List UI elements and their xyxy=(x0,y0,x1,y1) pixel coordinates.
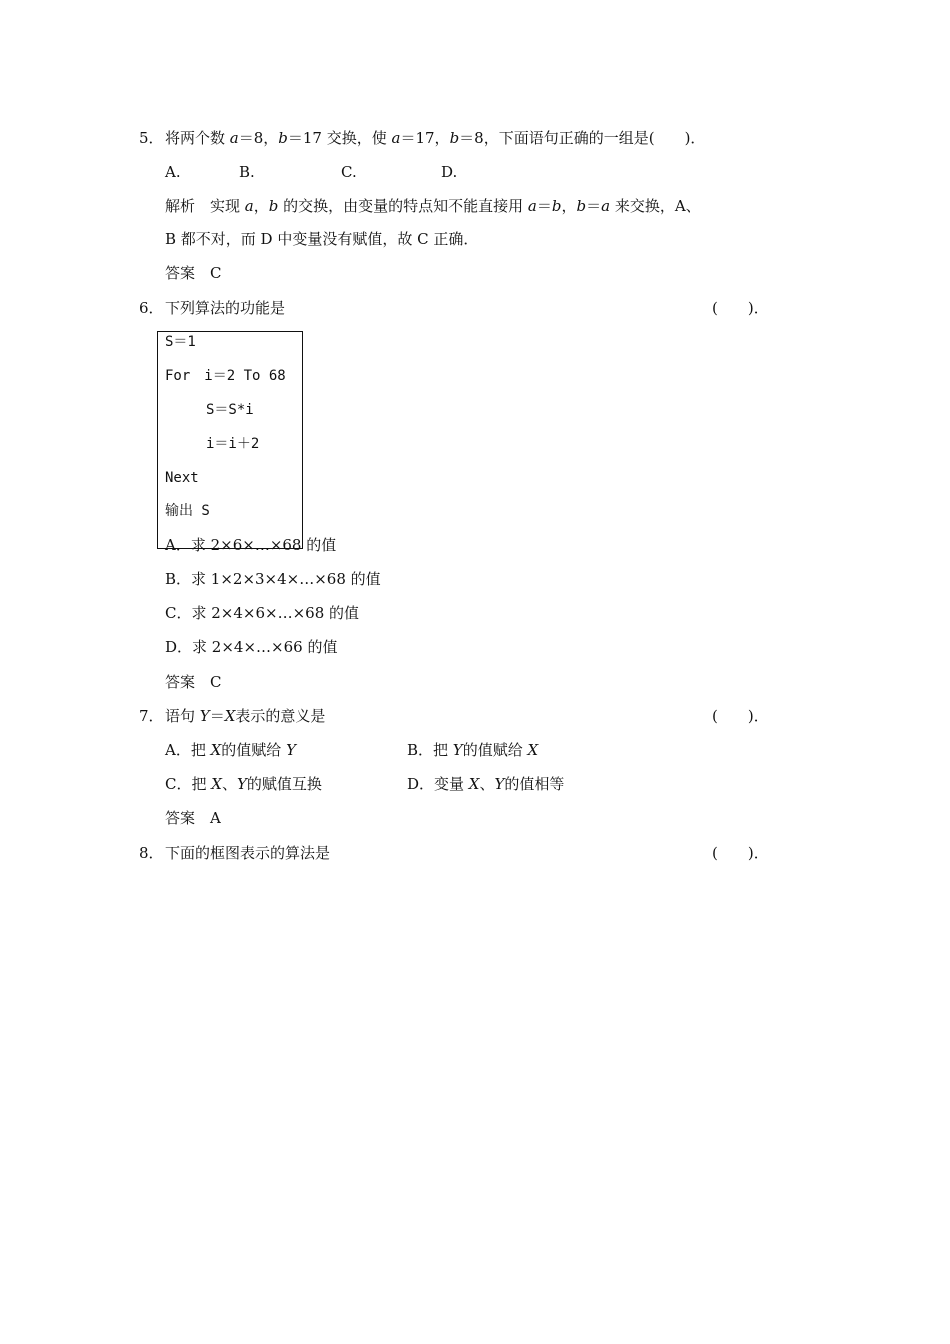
q5-analysis-line2: B 都不对，而 D 中变量没有赋值，故 C 正确． xyxy=(165,230,479,248)
math-variable: a xyxy=(527,197,537,215)
math-variable: a xyxy=(391,129,401,147)
q5-analysis-line1 xyxy=(165,196,701,216)
text-segment: 的值赋给 xyxy=(462,741,528,759)
q6-option-b: B．求 1×2×3×4×…×68 的值 xyxy=(165,570,381,588)
q5-answer: 答案 C xyxy=(165,264,222,282)
text-segment: 的值相等 xyxy=(504,775,565,793)
math-variable: a xyxy=(229,129,239,147)
math-variable: X xyxy=(527,741,539,759)
q8-answer-paren: ( )． xyxy=(712,844,769,862)
q6-answer: 答案 C xyxy=(165,673,222,691)
q6-code-line-4: i＝i＋2 xyxy=(206,436,260,452)
q7-option-c xyxy=(165,774,322,794)
q6-number: 6． xyxy=(139,299,164,317)
math-variable: Y xyxy=(236,775,247,793)
text-segment: ＝ xyxy=(536,197,552,215)
q7-number: 7． xyxy=(139,707,164,725)
q6-code-line-3: S＝S*i xyxy=(206,402,254,418)
q6-option-d: D．求 2×4×…×66 的值 xyxy=(165,638,338,656)
math-variable: X xyxy=(210,741,222,759)
text-segment: 表示的意义是 xyxy=(235,707,326,725)
math-variable: Y xyxy=(199,707,210,725)
q5-option-d: D. xyxy=(441,163,458,181)
math-variable: b xyxy=(576,197,587,215)
text-segment: ＝ xyxy=(209,707,225,725)
q6-answer-paren: ( )． xyxy=(712,299,769,317)
q7-stem xyxy=(165,706,325,726)
text-segment: ＝17 交换，使 xyxy=(287,129,392,147)
math-variable: b xyxy=(278,129,288,147)
q6-stem: 下列算法的功能是 xyxy=(165,299,286,317)
text-segment: A．把 xyxy=(165,741,211,759)
text-segment: 来交换，A、 xyxy=(610,197,701,215)
q7-option-a xyxy=(165,740,296,760)
text-segment: 将两个数 xyxy=(165,129,230,147)
q6-code-line-5: Next xyxy=(165,470,199,486)
math-variable: a xyxy=(601,197,611,215)
text-segment: ＝17， xyxy=(400,129,450,147)
q6-code-line-2: For i＝2 To 68 xyxy=(165,368,286,384)
text-segment: ＝8， xyxy=(238,129,279,147)
q8-stem: 下面的框图表示的算法是 xyxy=(165,844,331,862)
math-variable: X xyxy=(224,707,236,725)
text-segment: B．把 xyxy=(407,741,453,759)
q5-stem xyxy=(165,128,705,148)
q5-option-b: B. xyxy=(239,163,255,181)
math-variable: b xyxy=(449,129,460,147)
math-variable: Y xyxy=(452,741,463,759)
q7-option-d xyxy=(407,774,564,794)
text-segment: 的值赋给 xyxy=(221,741,287,759)
q5-number: 5． xyxy=(139,129,164,147)
q5-option-a: A. xyxy=(165,163,181,181)
q6-code-line-6: 输出 S xyxy=(165,503,210,519)
text-segment: 的赋值互换 xyxy=(246,775,322,793)
math-variable: X xyxy=(468,775,480,793)
math-variable: Y xyxy=(286,741,296,759)
math-variable: b xyxy=(268,197,279,215)
text-segment: ， xyxy=(561,197,577,215)
math-variable: b xyxy=(551,197,562,215)
text-segment: 解析 实现 xyxy=(165,197,245,215)
math-variable: a xyxy=(244,197,254,215)
q6-option-c: C．求 2×4×6×…×68 的值 xyxy=(165,604,360,622)
text-segment: ， xyxy=(253,197,269,215)
text-segment: D．变量 xyxy=(407,775,469,793)
text-segment: 语句 xyxy=(165,707,200,725)
q6-option-a: A．求 2×6×…×68 的值 xyxy=(165,536,337,554)
text-segment: 、 xyxy=(221,775,237,793)
text-segment: 的交换，由变量的特点知不能直接用 xyxy=(278,197,528,215)
math-variable: Y xyxy=(494,775,505,793)
q5-option-c: C. xyxy=(341,163,357,181)
q7-option-b xyxy=(407,740,538,760)
text-segment: 、 xyxy=(479,775,495,793)
q6-code-line-1: S＝1 xyxy=(165,334,196,350)
text-segment: ＝ xyxy=(586,197,602,215)
text-segment: C．把 xyxy=(165,775,212,793)
text-segment: ＝8，下面语句正确的一组是( )． xyxy=(459,129,706,147)
q7-answer: 答案 A xyxy=(165,809,221,827)
q8-number: 8． xyxy=(139,844,164,862)
math-variable: X xyxy=(211,775,222,793)
q7-answer-paren: ( )． xyxy=(712,707,769,725)
